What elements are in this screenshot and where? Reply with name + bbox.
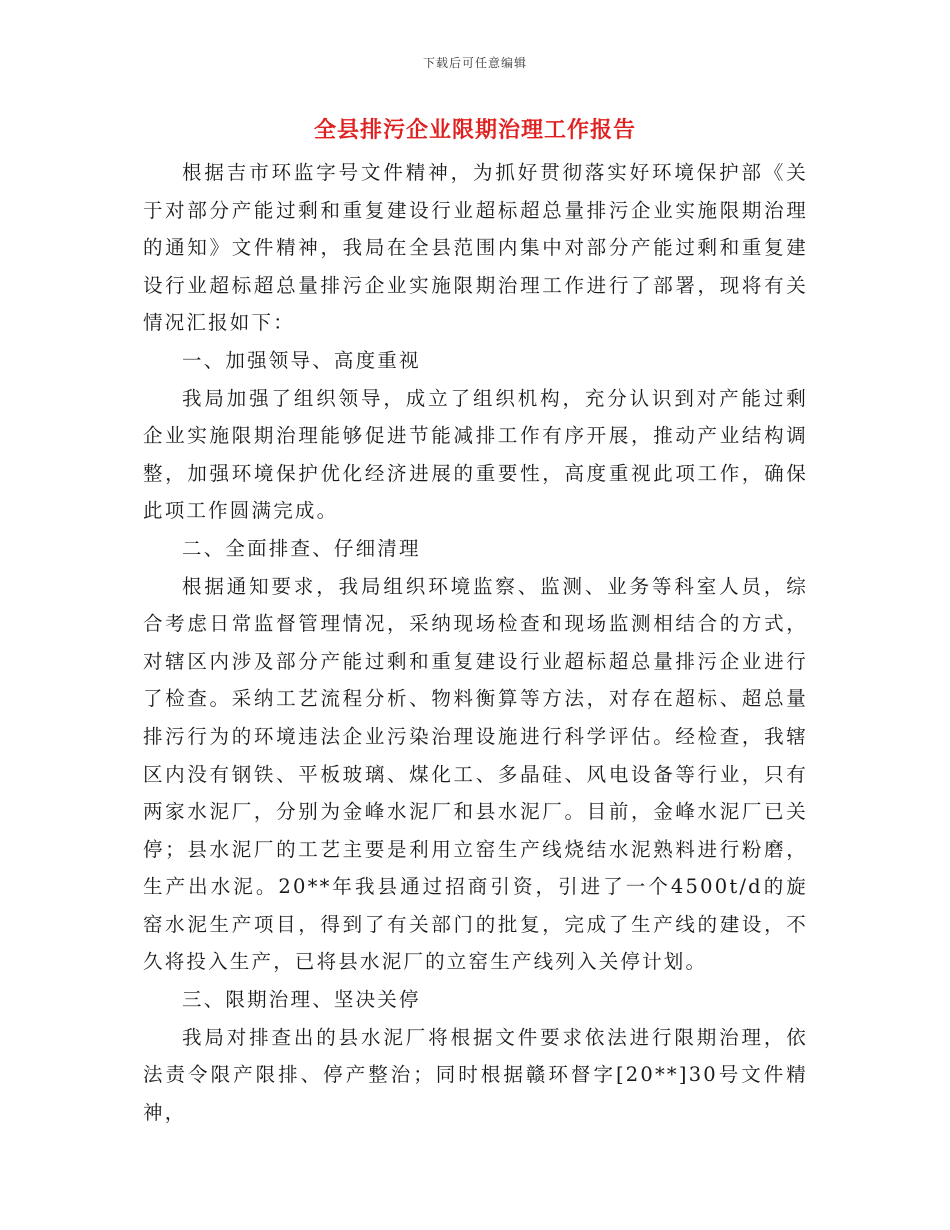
- paragraph-section-1: 我局加强了组织领导，成立了组织机构，充分认识到对产能过剩企业实施限期治理能够促进节能减排工作有序开展，推动产业结构调整，加强环境保护优化经济进展的重要性，高度重视此项工作，确保此项工作圆满完成。: [143, 386, 808, 523]
- header-note: 下载后可任意编辑: [422, 56, 527, 70]
- paragraph-intro: 根据吉市环监字号文件精神，为抓好贯彻落实好环境保护部《关于对部分产能过剩和重复建设行业超标超总量排污企业实施限期治理的通知》文件精神，我局在全县范围内集中对部分产能过剩和重复建设行业超标超总量排污企业实施限期治理工作进行了部署，现将有关情况汇报如下：: [143, 161, 808, 335]
- document-title: 全县排污企业限期治理工作报告: [313, 118, 636, 143]
- paragraph-section-2: 根据通知要求，我局组织环境监察、监测、业务等科室人员，综合考虑日常监督管理情况，采纳现场检查和现场监测相结合的方式，对辖区内涉及部分产能过剩和重复建设行业超标超总量排污企业进行了检查。采纳工艺流程分析、物料衡算等方法，对存在超标、超总量排污行为的环境违法企业污染治理设施进行科学评估。经检查，我辖区内没有钢铁、平板玻璃、煤化工、多晶硅、风电设备等行业，只有两家水泥厂，分别为金峰水泥厂和县水泥厂。目前，金峰水泥厂已关停；县水泥厂的工艺主要是利用立窑生产线烧结水泥熟料进行粉磨，生产出水泥。20**年我县通过招商引资，引进了一个4500t/d的旋窑水泥生产项目，得到了有关部门的批复，完成了生产线的建设，不久将投入生产，已将县水泥厂的立窑生产线列入关停计划。: [143, 574, 808, 974]
- paragraph-section-3: 我局对排查出的县水泥厂将根据文件要求依法进行限期治理，依法责令限产限排、停产整治；同时根据赣环督字[20**]30号文件精神，: [143, 1025, 808, 1124]
- section-heading-3: 三、限期治理、坚决关停: [182, 988, 421, 1012]
- document-body: [143, 154, 808, 1131]
- section-heading-1: 一、加强领导、高度重视: [182, 348, 421, 372]
- section-heading-2: 二、全面排查、仔细清理: [182, 536, 421, 560]
